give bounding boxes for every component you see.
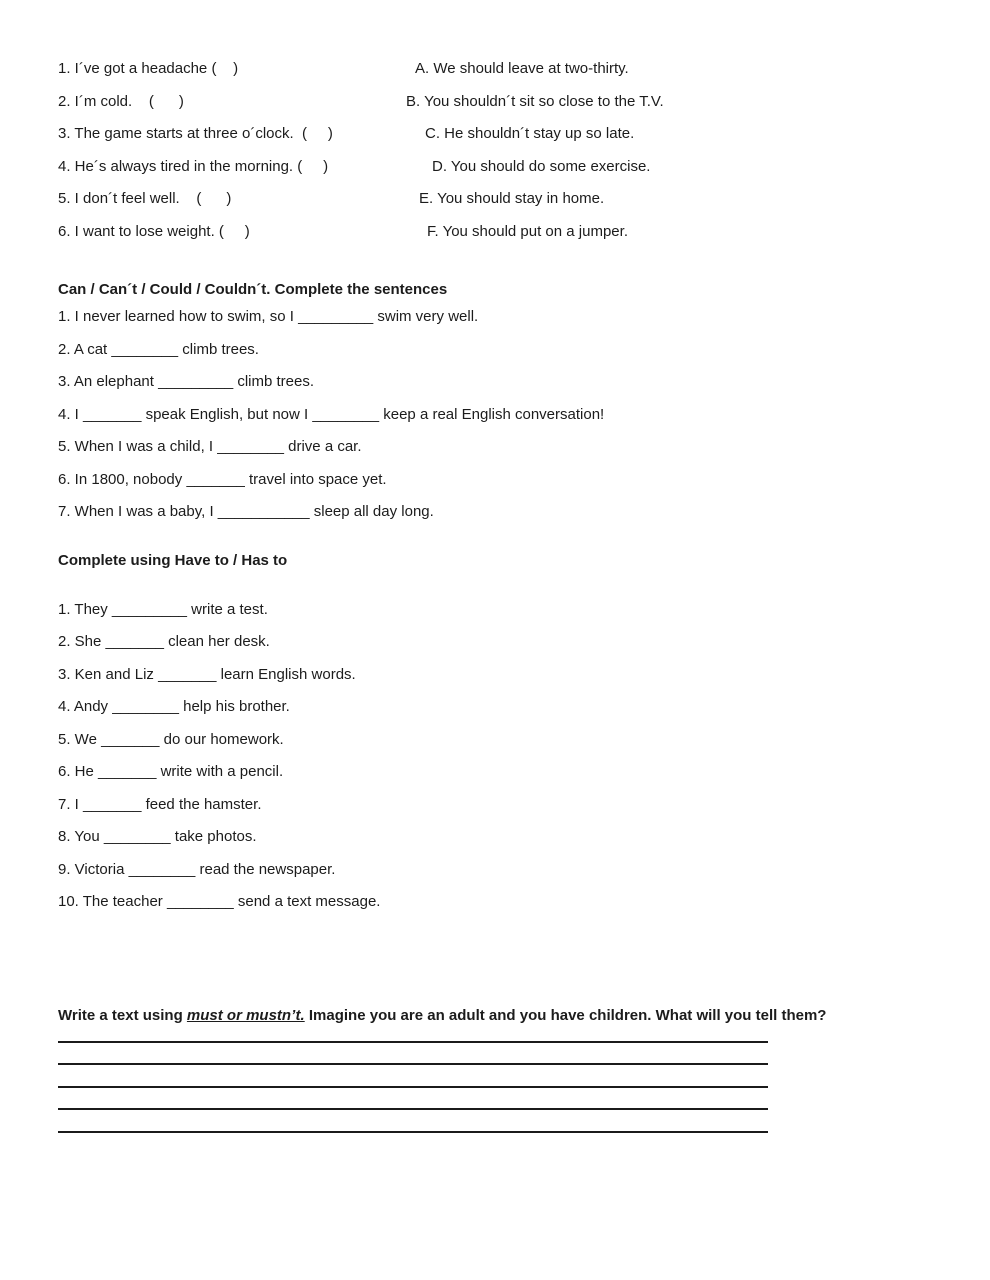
match-option: E. You should stay in home. <box>419 190 605 207</box>
sentence-item: 8. You ________ take photos. <box>58 828 257 845</box>
can-could-section <box>58 279 932 529</box>
sentence-item: 1. I never learned how to swim, so I _________ swim very well. <box>58 308 479 325</box>
match-option: F. You should put on a jumper. <box>427 222 628 240</box>
match-option: D. You should do some exercise. <box>432 157 651 175</box>
sentence-item: 5. We _______ do our homework. <box>58 730 284 748</box>
sentence-item: 7. I _______ feed the hamster. <box>58 795 262 813</box>
writing-task-section <box>58 1005 932 1133</box>
sentence-item: 3. Ken and Liz _______ learn English words. <box>58 665 356 683</box>
match-option: A. We should leave at two-thirty. <box>415 60 629 77</box>
have-has-heading: Complete using Have to / Has to <box>58 551 288 569</box>
match-row <box>58 53 932 86</box>
sentence-item: 10. The teacher ________ send a text message. <box>58 893 381 910</box>
match-statement: 2. I´m cold. ( ) <box>58 92 184 110</box>
match-statement: 3. The game starts at three o´clock. ( ) <box>58 125 333 142</box>
match-row <box>58 183 932 216</box>
sentence-item: 6. In 1800, nobody _______ travel into space yet. <box>58 470 387 488</box>
answer-line <box>58 1043 768 1066</box>
writing-prompt <box>58 1005 932 1027</box>
sentence-item: 2. She _______ clean her desk. <box>58 633 270 650</box>
match-row <box>58 216 932 249</box>
sentence-item: 4. I _______ speak English, but now I ________ keep a real English conversation! <box>58 405 605 423</box>
match-option: B. You shouldn´t sit so close to the T.V. <box>406 92 664 110</box>
have-has-sentence-list <box>58 594 932 919</box>
prompt-prefix: Write a text using <box>58 1006 187 1024</box>
sentence-item: 9. Victoria ________ read the newspaper. <box>58 860 336 878</box>
answer-line <box>58 1027 768 1043</box>
sentence-item: 7. When I was a baby, I ___________ sleep all day long. <box>58 503 434 520</box>
answer-line <box>58 1088 768 1111</box>
can-could-heading: Can / Can´t / Could / Couldn´t. Complete the sentences <box>58 281 448 298</box>
can-could-sentence-list <box>58 301 932 529</box>
match-statement: 1. I´ve got a headache ( ) <box>58 60 239 77</box>
match-row <box>58 118 932 151</box>
match-option: C. He shouldn´t stay up so late. <box>425 125 635 142</box>
match-row <box>58 86 932 119</box>
answer-line <box>58 1065 768 1088</box>
prompt-emphasis: must or mustn’t. <box>186 1006 305 1024</box>
have-has-section <box>58 550 932 919</box>
match-row <box>58 151 932 184</box>
matching-exercise <box>58 53 932 248</box>
sentence-item: 4. Andy ________ help his brother. <box>58 698 290 715</box>
sentence-item: 3. An elephant _________ climb trees. <box>58 373 315 390</box>
answer-lines <box>58 1027 768 1133</box>
match-statement: 4. He´s always tired in the morning. ( ) <box>58 157 329 175</box>
sentence-item: 6. He _______ write with a pencil. <box>58 763 284 780</box>
match-statement: 6. I want to lose weight. ( ) <box>58 222 250 240</box>
sentence-item: 1. They _________ write a test. <box>58 600 268 618</box>
answer-line <box>58 1110 768 1133</box>
match-statement: 5. I don´t feel well. ( ) <box>58 190 232 207</box>
sentence-item: 5. When I was a child, I ________ drive a car. <box>58 438 362 455</box>
sentence-item: 2. A cat ________ climb trees. <box>58 340 259 358</box>
prompt-suffix: Imagine you are an adult and you have children. What will you tell them? <box>304 1006 827 1024</box>
